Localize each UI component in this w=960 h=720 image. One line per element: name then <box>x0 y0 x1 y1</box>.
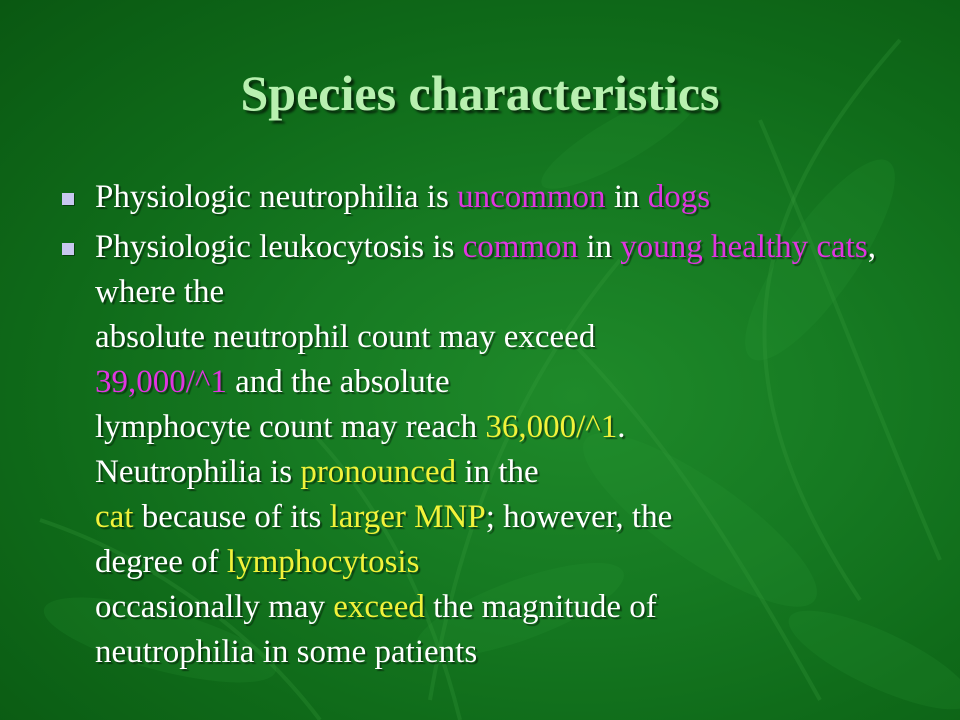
text-segment: neutrophilia in some patients <box>95 634 478 670</box>
highlight-lymphocyte-value: 36,000/^1 <box>485 409 618 445</box>
bullet-text <box>95 179 710 215</box>
highlight-exceed: exceed <box>333 589 425 625</box>
text-segment: Physiologic leukocytosis is <box>95 229 463 265</box>
text-segment: degree of <box>95 544 227 580</box>
highlight-uncommon: uncommon <box>457 179 606 215</box>
square-bullet-icon <box>62 193 74 205</box>
highlight-lymphocytosis: lymphocytosis <box>226 544 420 580</box>
text-segment: absolute neutrophil count may exceed <box>95 319 596 355</box>
highlight-young-healthy-cats: young healthy cats <box>620 229 868 265</box>
text-segment: and the absolute <box>226 364 450 400</box>
text-segment: lymphocyte count may reach <box>95 409 486 445</box>
highlight-neutrophil-value: 39,000/^1 <box>95 364 227 400</box>
bullet-item <box>62 175 942 220</box>
text-segment: the magnitude of <box>424 589 657 625</box>
text-segment: ; however, the <box>485 499 673 535</box>
text-segment: Neutrophilia is <box>95 454 301 490</box>
text-segment: in <box>605 179 648 215</box>
text-segment: Physiologic neutrophilia is <box>95 179 458 215</box>
highlight-pronounced: pronounced <box>300 454 457 490</box>
bullet-list <box>62 175 942 675</box>
highlight-cat: cat <box>95 499 134 535</box>
highlight-larger-mnp: larger MNP <box>329 499 486 535</box>
highlight-dogs: dogs <box>647 179 711 215</box>
text-segment: in <box>578 229 621 265</box>
text-segment: , where the <box>95 229 876 310</box>
bullet-text <box>95 229 876 670</box>
slide-title: Species characteristics <box>240 65 720 121</box>
text-segment: in the <box>456 454 539 490</box>
highlight-common: common <box>462 229 579 265</box>
text-segment: . <box>617 409 626 445</box>
square-bullet-icon <box>62 243 74 255</box>
text-segment: because of its <box>133 499 330 535</box>
bullet-item <box>62 225 942 675</box>
text-segment: occasionally may <box>95 589 334 625</box>
